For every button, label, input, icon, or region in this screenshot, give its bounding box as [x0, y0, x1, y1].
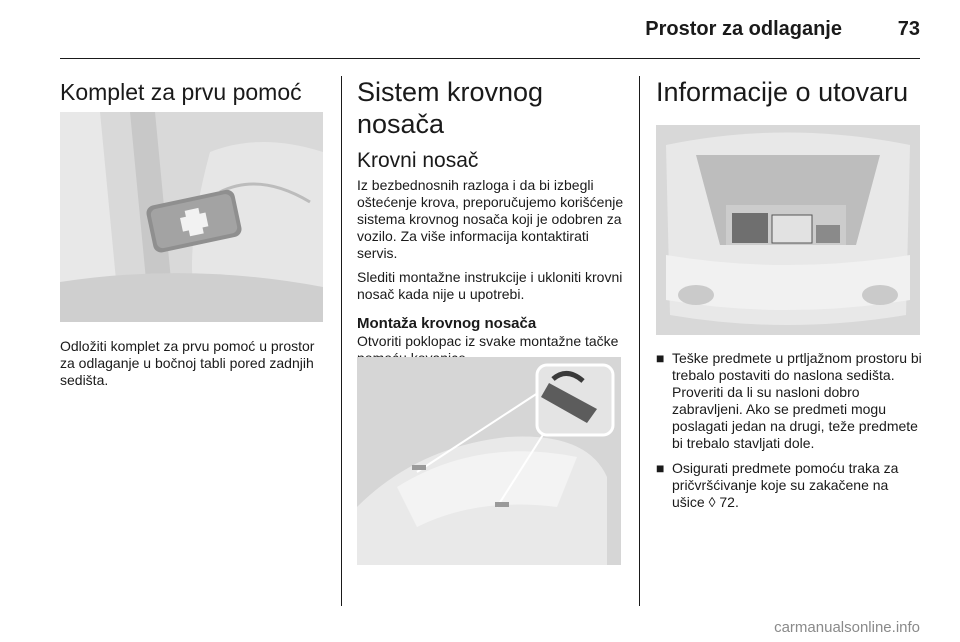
first-aid-heading: Komplet za prvu pomoć — [60, 79, 302, 105]
loading-heading: Informacije o utovaru — [656, 77, 909, 107]
column-roof-rack — [357, 76, 627, 367]
column-divider-2 — [639, 76, 640, 606]
roof-rack-mounting-heading: Montaža krovnog nosača — [357, 315, 537, 332]
roof-rack-illustration — [357, 357, 621, 565]
list-item-text: Teške predmete u prtljažnom prostoru bi trebalo postaviti do naslona sedišta. Proveriti da li su nasloni dobro zabravljeni. Ako se predmeti mogu poslagati jedan na drugi, teže predmete bi trebalo stavljati dole. — [672, 350, 922, 451]
roof-rack-paragraph-1: Iz bezbednosnih razloga i da bi izbegli oštećenje krova, preporučujemo korišćenje sistema krovnog nosača koji je odobren za vozilo. Za više informacija kontaktirati servis. — [357, 177, 624, 261]
list-item-text: Osigurati predmete pomoću traka za pričvršćivanje koje su zakačene na ušice ◊ 72. — [672, 460, 899, 510]
list-item — [656, 460, 922, 511]
watermark: carmanualsonline.info — [774, 619, 920, 636]
loading-list — [656, 350, 922, 511]
roof-rack-subheading: Krovni nosač — [357, 149, 479, 172]
page-number: 73 — [897, 18, 920, 40]
bullet-icon: ■ — [656, 460, 665, 476]
list-item — [656, 350, 922, 452]
page-header-title: Prostor za odlaganje — [645, 18, 842, 40]
header-rule — [60, 58, 920, 59]
roof-rack-paragraph-2: Slediti montažne instrukcije i ukloniti krovni nosač kada nije u upotrebi. — [357, 269, 623, 302]
cargo-illustration — [656, 125, 920, 335]
first-aid-text-block — [60, 338, 322, 389]
bullet-icon: ■ — [656, 350, 665, 366]
column-divider-1 — [341, 76, 342, 606]
column-first-aid — [60, 78, 328, 106]
roof-rack-paragraph-3: Otvoriti poklopac iz svake montažne tačke — [357, 333, 619, 349]
column-loading — [656, 76, 922, 108]
loading-list-block — [656, 350, 922, 519]
roof-rack-heading: Sistem krovnog nosača — [357, 77, 544, 139]
first-aid-illustration — [60, 112, 323, 322]
first-aid-text: Odložiti komplet za prvu pomoć u prostor za odlaganje u bočnoj tabli pored zadnjih sedišta. — [60, 338, 315, 388]
